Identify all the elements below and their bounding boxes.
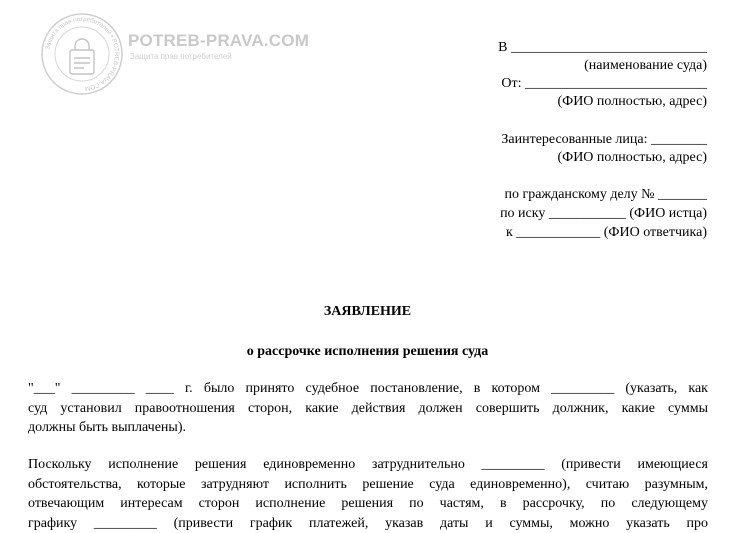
interested-parties-hint: (ФИО полностью, адрес) — [557, 150, 707, 166]
from-hint: (ФИО полностью, адрес) — [557, 94, 707, 110]
paragraph-line: отвечающим интересам сторон исполнение решения по частям, в рассрочку, по следующему — [28, 494, 708, 514]
paragraph-line: должны быть выплачены). — [28, 418, 708, 438]
seal-text: Защита прав потребителей • POTREB-PRAVA.COM — [44, 16, 120, 92]
watermark-seal — [40, 12, 124, 96]
court-name-hint: (наименование суда) — [584, 58, 707, 74]
paragraph-line: Поскольку исполнение решения единовременно затруднительно _________ (привести имеющиеся — [28, 455, 708, 475]
paragraph-line: обстоятельства, которые затрудняют исполнить решение суда единовременно), считаю разумным, — [28, 475, 708, 495]
plaintiff-line: по иску ___________ (ФИО истца) — [500, 206, 707, 222]
from-line: От: __________________________ — [501, 76, 707, 92]
paragraph-line: графику _________ (привести график платежей, указав даты и суммы, можно указать про — [28, 514, 708, 533]
paragraph-installment — [28, 455, 708, 533]
interested-parties-line: Заинтересованные лица: ________ — [501, 132, 707, 148]
document-subtitle: о рассрочке исполнения решения суда — [0, 344, 735, 360]
case-number-line: по гражданскому делу № _______ — [504, 187, 707, 203]
paragraph-line: суд установил правоотношения сторон, какие действия должен совершить должник, какие суммы — [28, 399, 708, 419]
paragraph-decision — [28, 379, 708, 438]
watermark-brand: POTREB-PRAVA.COM — [128, 31, 309, 51]
document-title: ЗАЯВЛЕНИЕ — [0, 304, 735, 320]
to-court-line: В ____________________________ — [498, 40, 707, 56]
paragraph-line: "___" _________ ____ г. было принято судебное постановление, в котором _________ (указать, как — [28, 379, 708, 399]
shopping-bag-icon — [70, 39, 94, 74]
defendant-line: к ____________ (ФИО ответчика) — [506, 225, 707, 241]
watermark-tagline: Защита прав потребителей — [130, 52, 232, 61]
